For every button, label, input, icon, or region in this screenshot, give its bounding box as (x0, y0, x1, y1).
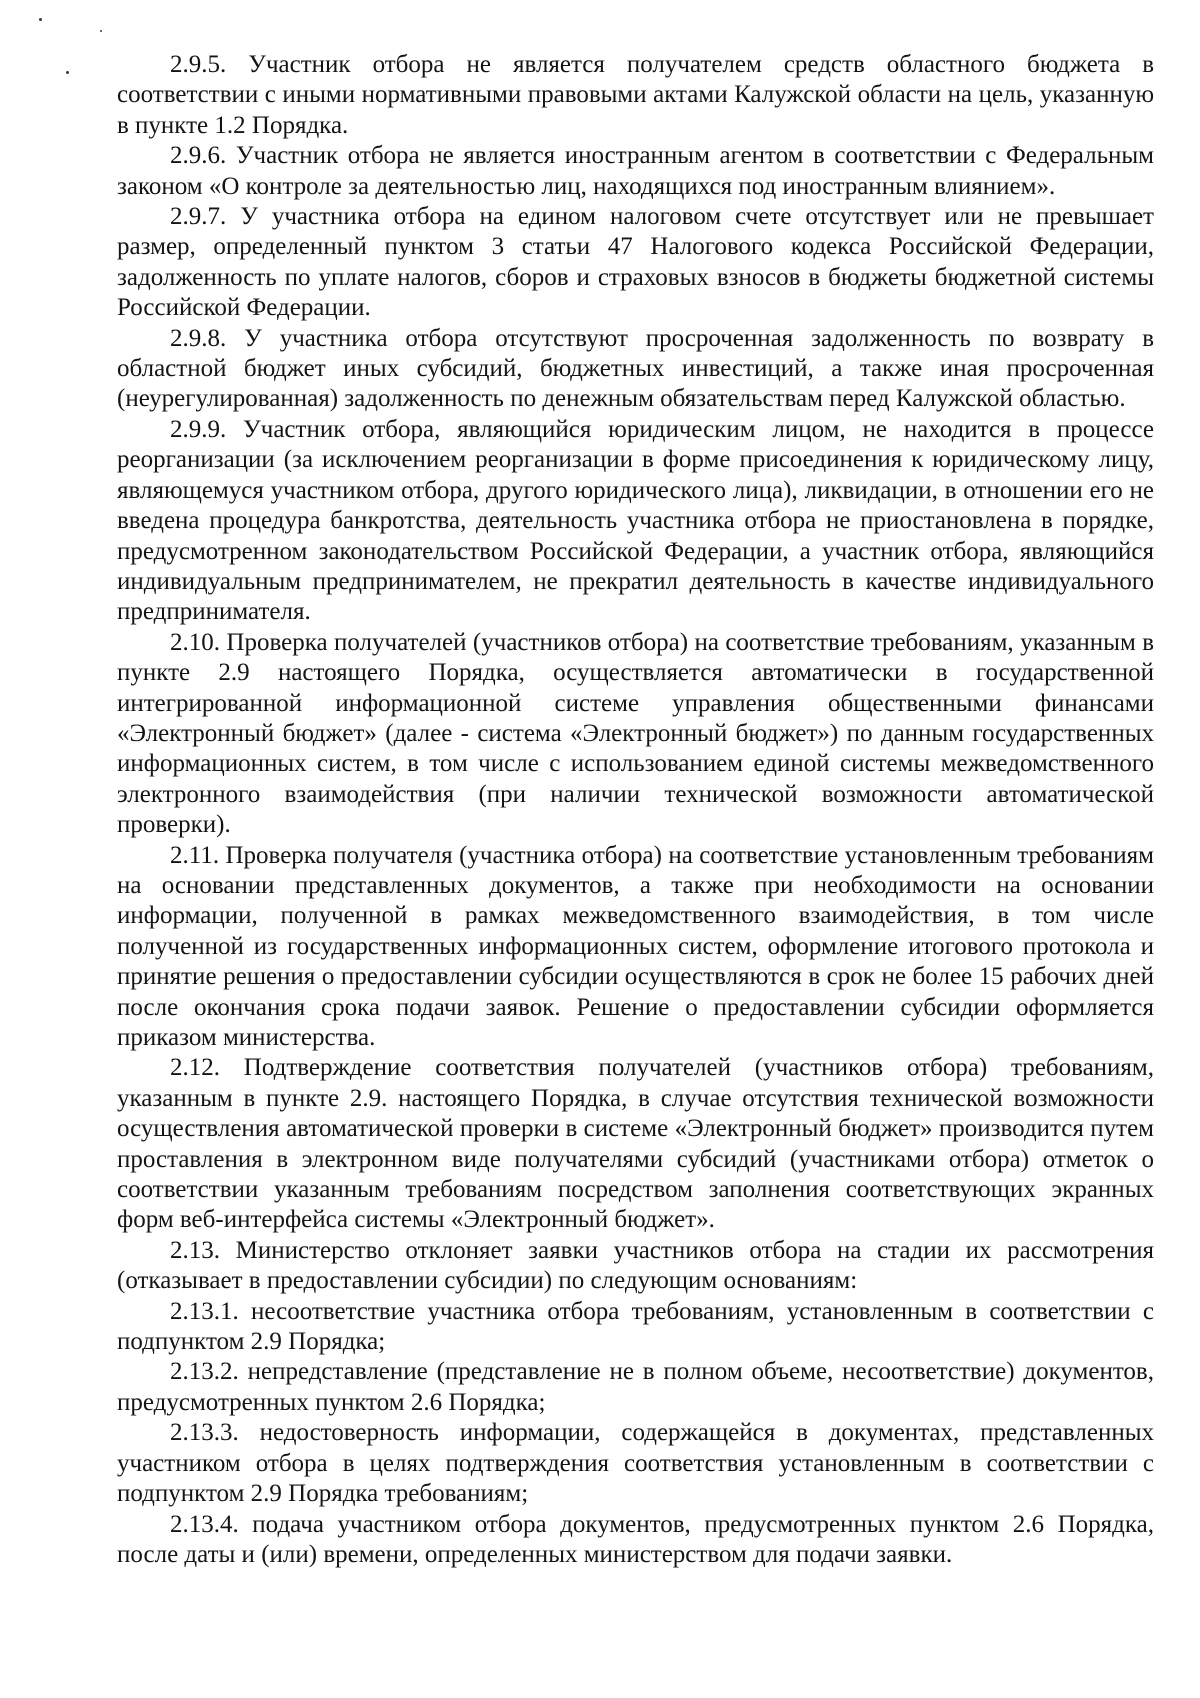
clause-2-9-6: 2.9.6. Участник отбора не является иностранным агентом в соответствии с Федеральным законом «О контроле за деятельностью лиц, находящихся под иностранным влиянием». (117, 142, 1154, 200)
clause-2-12: 2.12. Подтверждение соответствия получателей (участников отбора) требованиям, указанным в пункте 2.9. настоящего Порядка, в случае отсутствия технической возможности осуществления автоматической проверки в системе «Электронный бюджет» производится путем проставления в электронном виде получателями субсидий (участниками отбора) отметок о соответствии указанным требованиям посредством заполнения соответствующих экранных форм веб-интерфейса системы «Электронный бюджет». (117, 1054, 1154, 1234)
clause-2-13-4: 2.13.4. подача участником отбора документов, предусмотренных пунктом 2.6 Порядка, после даты и (или) времени, определенных министерством для подачи заявки. (117, 1510, 1154, 1568)
clause-2-10: 2.10. Проверка получателей (участников отбора) на соответствие требованиям, указанным в пункте 2.9 настоящего Порядка, осуществляется автоматически в государственной интегрированной информационной системе управления общественными финансами «Электронный бюджет» (далее - система «Электронный бюджет») по данным государственных информационных систем, в том числе с использованием единой системы межведомственного электронного взаимодействия (при наличии технической возможности автоматической проверки). (117, 628, 1154, 839)
scan-speck (66, 71, 69, 74)
clause-2-13-3: 2.13.3. недостоверность информации, содержащейся в документах, представленных участником отбора в целях подтверждения соответствия установленным в соответствии с подпунктом 2.9 Порядка требованиям; (117, 1419, 1154, 1508)
clause-2-11: 2.11. Проверка получателя (участника отбора) на соответствие установленным требованиям на основании представленных документов, а также при необходимости на основании информации, полученной в рамках межведомственного взаимодействия, в том числе полученной из государственных информационных систем, оформление итогового протокола и принятие решения о предоставлении субсидии осуществляются в срок не более 15 рабочих дней после окончания срока подачи заявок. Решение о предоставлении субсидии оформляется приказом министерства. (117, 841, 1154, 1051)
scan-speck (39, 18, 42, 21)
clause-2-13-1: 2.13.1. несоответствие участника отбора требованиям, установленным в соответствии с подпунктом 2.9 Порядка; (117, 1297, 1154, 1356)
clause-2-9-8: 2.9.8. У участника отбора отсутствуют просроченная задолженность по возврату в областной бюджет иных субсидий, бюджетных инвестиций, а также иная просроченная (неурегулированная) задолженность по денежным обязательствам перед Калужской областью. (117, 324, 1154, 413)
scan-speck (100, 30, 102, 32)
clause-2-13-2: 2.13.2. непредставление (представление не в полном объеме, несоответствие) документов, предусмотренных пунктом 2.6 Порядка; (117, 1358, 1154, 1416)
clause-2-9-9: 2.9.9. Участник отбора, являющийся юридическим лицом, не находится в процессе реорганизации (за исключением реорганизации в форме присоединения к юридическому лицу, являющемуся участником отбора, другого юридического лица), ликвидации, в отношении его не введена процедура банкротства, деятельность участника отбора не приостановлена в порядке, предусмотренном законодательством Российской Федерации, а участник отбора, являющийся индивидуальным предпринимателем, не прекратил деятельность в качестве индивидуального предпринимателя. (117, 415, 1154, 626)
clause-2-13: 2.13. Министерство отклоняет заявки участников отбора на стадии их рассмотрения (отказывает в предоставлении субсидии) по следующим основаниям: (117, 1236, 1154, 1295)
clause-2-9-5: 2.9.5. Участник отбора не является получателем средств областного бюджета в соответствии с иными нормативными правовыми актами Калужской области на цель, указанную в пункте 1.2 Порядка. (117, 51, 1154, 139)
document-body (117, 50, 1154, 1570)
clause-2-9-7: 2.9.7. У участника отбора на едином налоговом счете отсутствует или не превышает размер, определенный пунктом 3 статьи 47 Налогового кодекса Российской Федерации, задолженность по уплате налогов, сборов и страховых взносов в бюджеты бюджетной системы Российской Федерации. (117, 203, 1154, 322)
